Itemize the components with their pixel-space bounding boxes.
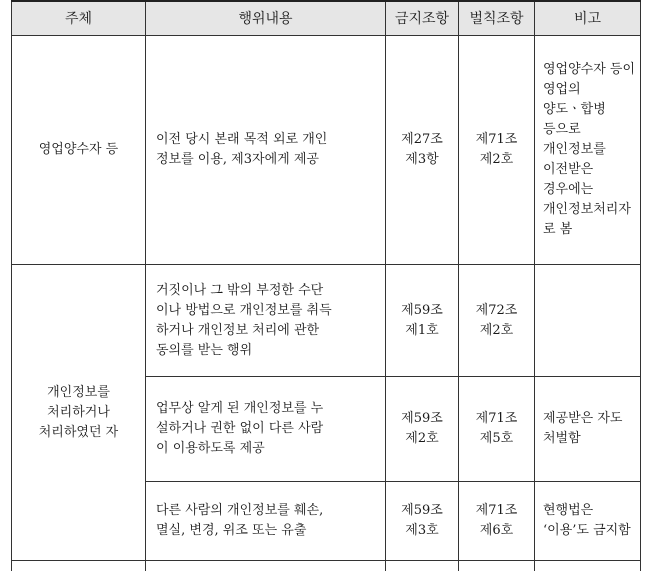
header-action: 행위내용 (146, 1, 386, 36)
prohibition-cell: 제59조 제3호 (386, 482, 459, 561)
empty-cell (12, 561, 146, 571)
penalty-cell: 제71조 제5호 (459, 377, 535, 482)
subject-cell: 개인정보를 처리하거나 처리하였던 자 (12, 265, 146, 561)
penalty-cell: 제71조 제6호 (459, 482, 535, 561)
action-cell: 거짓이나 그 밖의 부정한 수단 이나 방법으로 개인정보를 취득 하거나 개인정보 처리에 관한 동의를 받는 행위 (146, 265, 386, 377)
table-row-continuation (12, 561, 641, 571)
remarks-cell: 영업양수자 등이 영업의 양도ㆍ합병 등으로 개인정보를 이전받은 경우에는 개인정보처리자 로 봄 (535, 36, 641, 265)
header-row (12, 1, 641, 36)
action-cell: 다른 사람의 개인정보를 훼손, 멸실, 변경, 위조 또는 유출 (146, 482, 386, 561)
remarks-cell (535, 265, 641, 377)
table-row (12, 265, 641, 377)
penalty-cell: 제72조 제2호 (459, 265, 535, 377)
header-remarks: 비고 (535, 1, 641, 36)
remarks-cell: 현행법은 ‘이용’도 금지함 (535, 482, 641, 561)
empty-cell (535, 561, 641, 571)
action-cell: 업무상 알게 된 개인정보를 누 설하거나 권한 없이 다른 사람 이 이용하도록 제공 (146, 377, 386, 482)
empty-cell (386, 561, 459, 571)
prohibition-cell: 제59조 제1호 (386, 265, 459, 377)
remarks-cell: 제공받은 자도 처벌함 (535, 377, 641, 482)
empty-cell (146, 561, 386, 571)
prohibition-cell: 제59조 제2호 (386, 377, 459, 482)
penalty-cell: 제71조 제2호 (459, 36, 535, 265)
header-prohibition: 금지조항 (386, 1, 459, 36)
prohibition-penalty-table (11, 0, 641, 571)
subject-cell: 영업양수자 등 (12, 36, 146, 265)
header-subject: 주체 (12, 1, 146, 36)
prohibition-cell: 제27조 제3항 (386, 36, 459, 265)
table-row (12, 36, 641, 265)
header-penalty: 벌칙조항 (459, 1, 535, 36)
action-cell: 이전 당시 본래 목적 외로 개인 정보를 이용, 제3자에게 제공 (146, 36, 386, 265)
empty-cell (459, 561, 535, 571)
